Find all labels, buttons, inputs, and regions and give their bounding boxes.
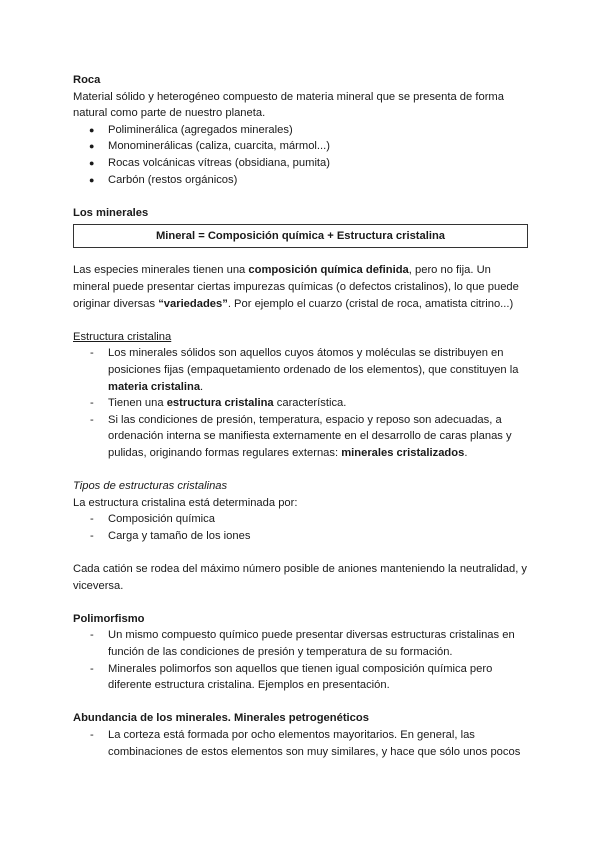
list-item [73,395,528,412]
formula-box: Mineral = Composición química + Estructura cristalina [73,224,528,248]
bold-term: “variedades” [158,297,228,310]
minerales-heading: Los minerales [73,206,149,219]
list-item: - Composición química [73,511,528,528]
tipos-list [73,511,528,544]
list-item: - Minerales polimorfos son aquellos que tienen igual composición química pero diferente estructura cristalina. Ejemplos en presentación. [73,661,528,694]
list-item: ● Poliminerálica (agregados minerales) [73,122,528,139]
list-item: - La corteza está formada por ocho elementos mayoritarios. En general, las combinaciones de estos elementos son muy similares, y hace que sólo unos pocos [73,727,528,760]
list-item: ● Carbón (restos orgánicos) [73,172,528,189]
list-item [73,345,528,395]
list-item: - Carga y tamaño de los iones [73,528,528,545]
polimorfismo-heading: Polimorfismo [73,612,145,625]
list-item: ● Rocas volcánicas vítreas (obsidiana, pumita) [73,155,528,172]
bold-term: composición química definida [248,264,409,277]
roca-definition: Material sólido y heterogéneo compuesto de materia mineral que se presenta de forma natural como parte de nuestro planeta. [73,90,504,120]
cation-paragraph: Cada catión se rodea del máximo número posible de aniones manteniendo la neutralidad, y viceversa. [73,563,528,592]
text-span: Si las condiciones de presión, temperatura, espacio y reposo son adecuadas, a ordenación interna se manifiesta externamente en el desarrollo de caras planas y pulidas, originando formas regulares externas: [108,413,512,459]
bold-term: materia cristalina [108,380,201,393]
estructura-heading: Estructura cristalina [73,330,172,343]
abundancia-list [73,727,528,760]
minerales-paragraph [73,262,528,312]
polimorfismo-list [73,627,528,693]
text-span: Las especies minerales tienen una [73,264,249,277]
tipos-heading: Tipos de estructuras cristalinas [73,480,228,493]
list-item: ● Monominerálicas (caliza, cuarcita, mármol...) [73,138,528,155]
roca-heading: Roca [73,74,101,86]
text-span: característica. [273,397,347,410]
bold-term: minerales cristalizados [341,446,465,459]
list-item [73,412,528,462]
text-span: Tienen una [108,397,167,410]
tipos-intro: La estructura cristalina está determinada por: [73,496,298,509]
bold-term: estructura cristalina [166,397,274,410]
document-page [73,72,528,760]
estructura-list [73,345,528,461]
text-span: , pero no fija. Un mineral puede presentar ciertas impurezas químicas (o defectos cristalinos), lo que puede originar diversas [73,264,519,310]
text-span: . [200,380,204,393]
list-item: - Un mismo compuesto químico puede presentar diversas estructuras cristalinas en función de las condiciones de presión y temperatura de su formación. [73,627,528,660]
text-span: . [464,446,468,459]
abundancia-heading: Abundancia de los minerales. Minerales petrogenéticos [73,712,369,725]
text-span: Los minerales sólidos son aquellos cuyos átomos y moléculas se distribuyen en posiciones fijas (empaquetamiento ordenado de los elementos), que constituyen la [108,347,519,376]
text-span: . Por ejemplo el cuarzo (cristal de roca, amatista citrino...) [227,297,514,310]
roca-list [73,122,528,188]
